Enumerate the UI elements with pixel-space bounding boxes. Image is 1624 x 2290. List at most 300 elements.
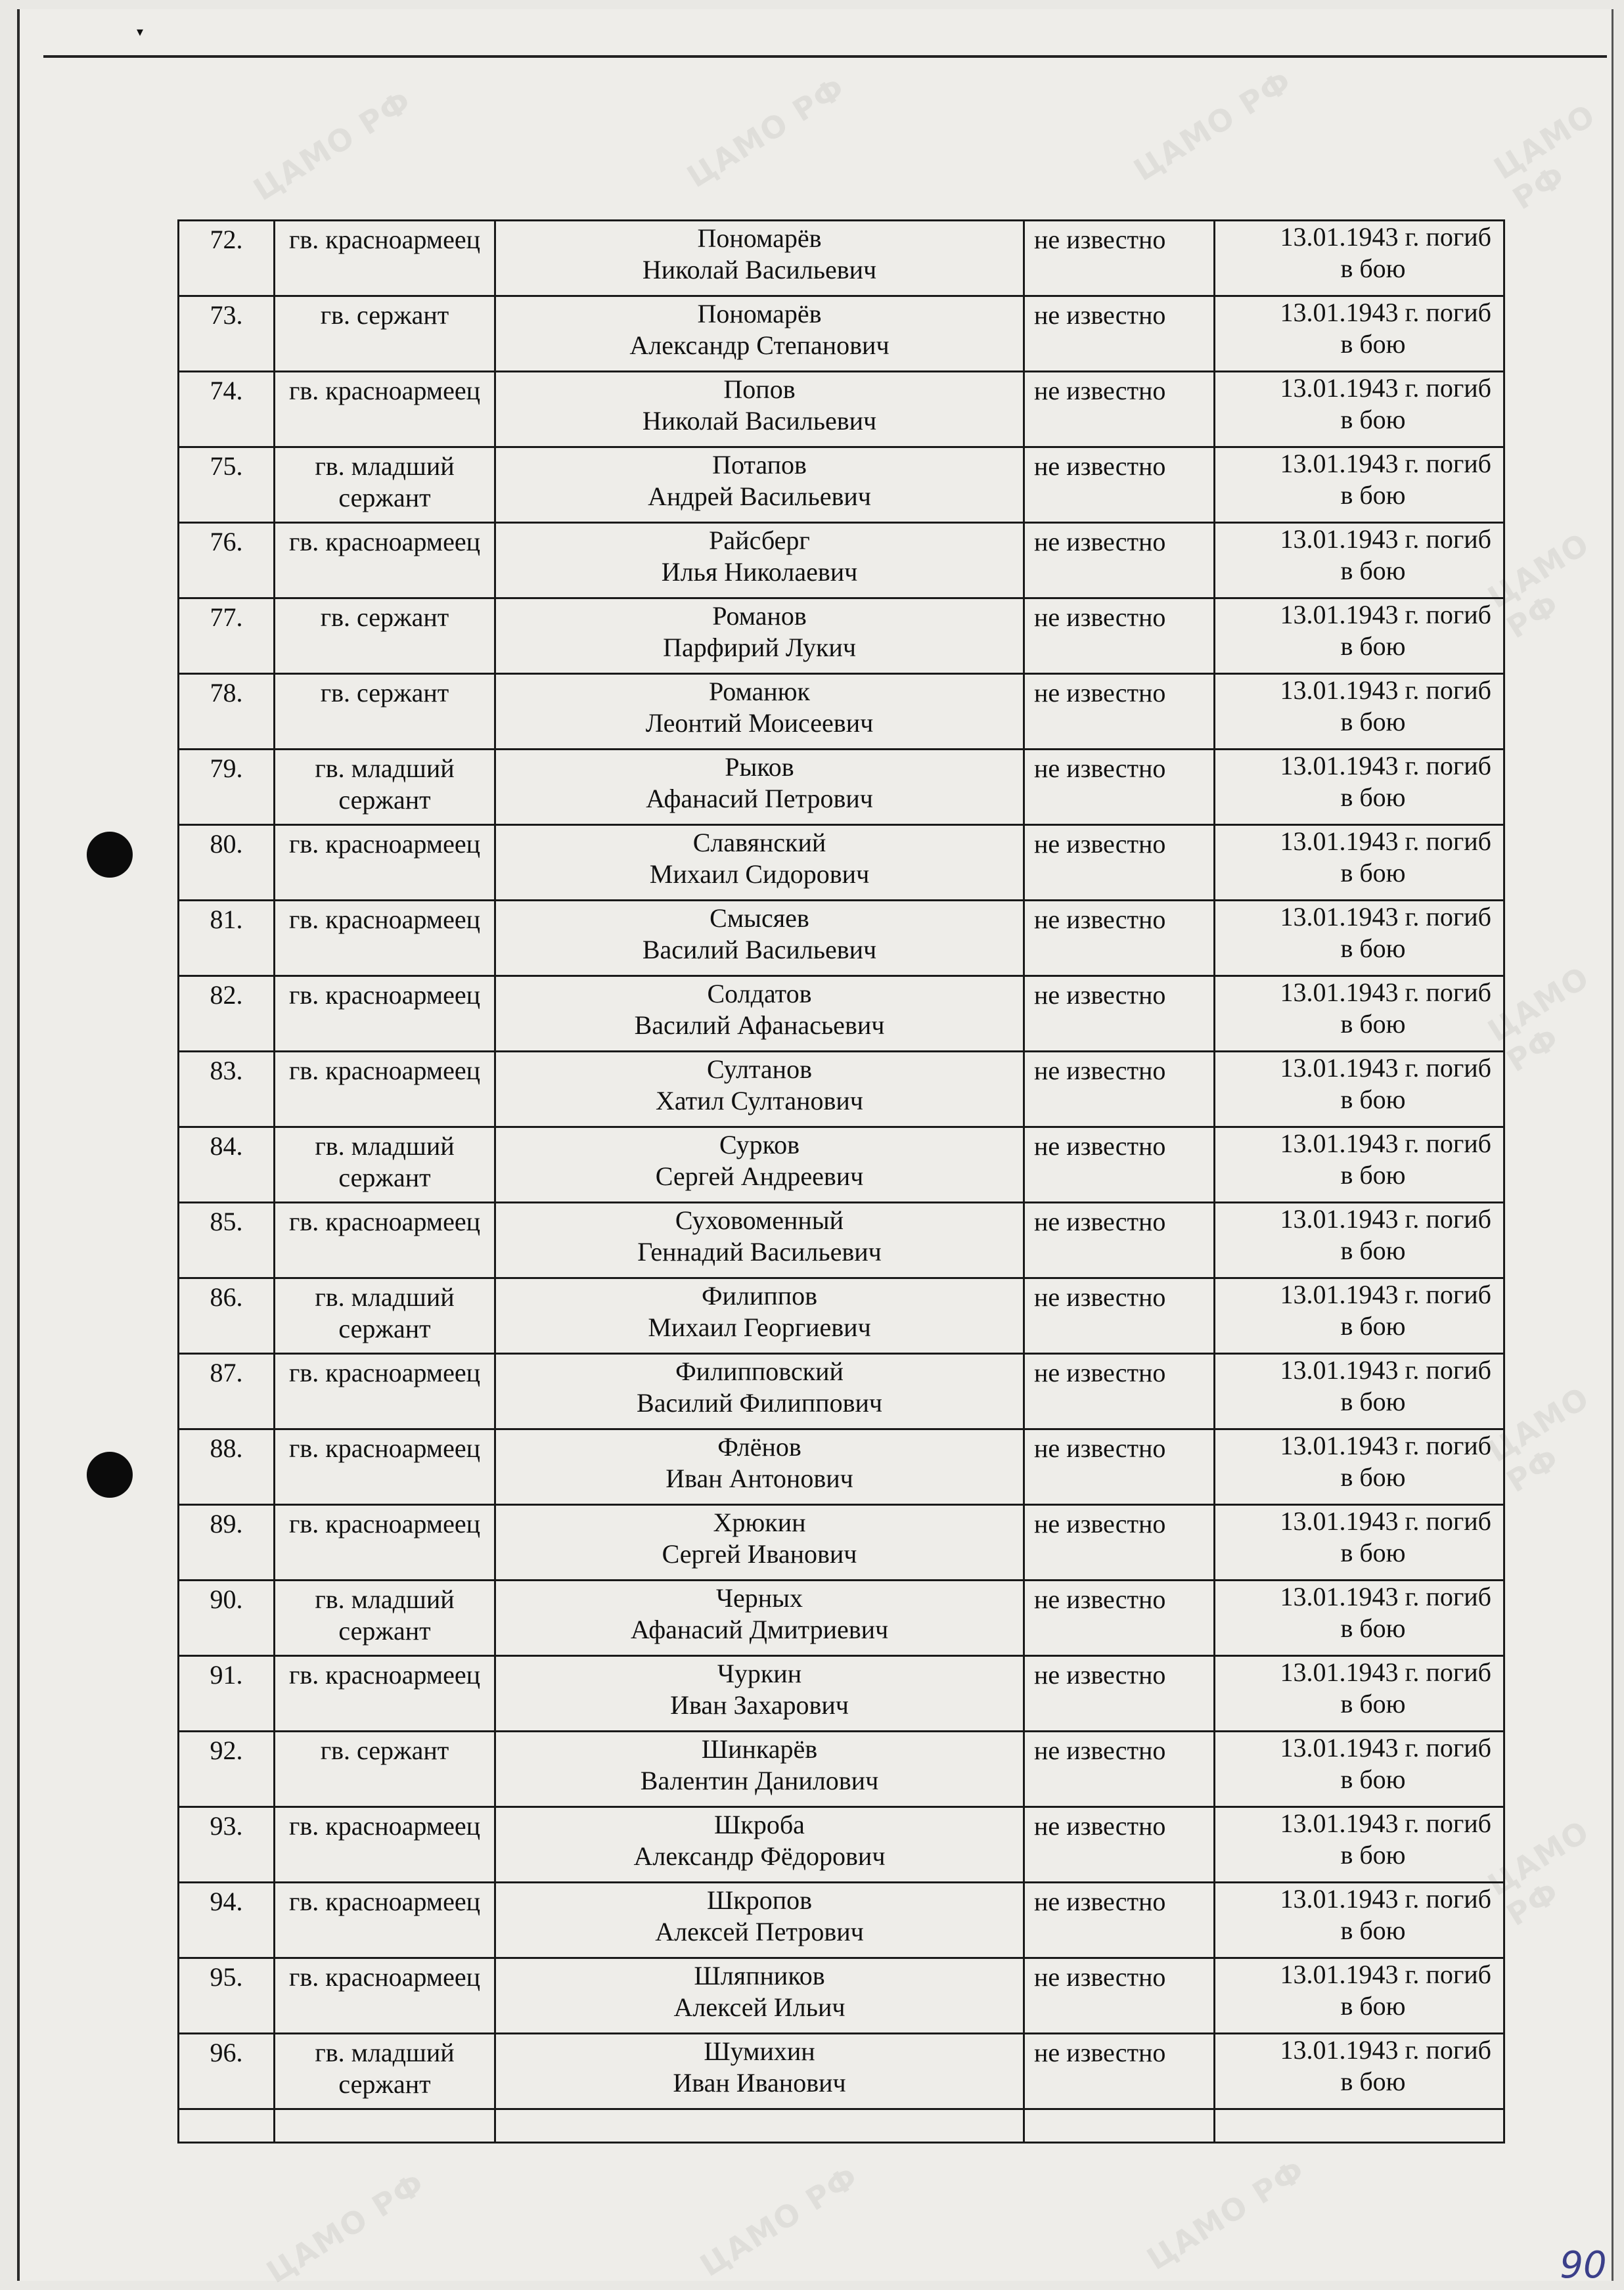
fate-text-text: в бою [1340,707,1406,736]
fate-text-text: в бою [1340,1462,1406,1492]
fate-cell [1215,1429,1504,1505]
fate-text-text: в бою [1340,1538,1406,1567]
given-text: Иван Иванович [673,2068,846,2098]
rank-cell [275,1203,495,1278]
birth-year-cell [1024,901,1215,976]
fate-text-text: в бою [1340,1009,1406,1039]
table-row [179,825,1504,901]
birth-year-cell [1024,447,1215,523]
fate-date-text: 13.01.1943 г. погиб [1280,1431,1491,1460]
fate-text-text: в бою [1340,1387,1406,1416]
rank-cell [275,372,495,447]
num-text: 74. [210,376,243,405]
given-text: Геннадий Васильевич [637,1237,882,1267]
row-number-cell [179,976,275,1052]
rank-cell [275,1958,495,2034]
birth-year-text: не известно [1034,225,1166,254]
surname-text: Романюк [708,677,810,706]
rank-cell [275,825,495,901]
birth-year-cell [1024,1354,1215,1429]
fate-cell [1215,1052,1504,1127]
fate-cell [1215,901,1504,976]
table-row [179,1883,1504,1958]
num-text: 73. [210,300,243,330]
given-text: Афанасий Петрович [646,784,873,813]
rank-cell [275,1278,495,1354]
watermark-stamp: ЦАМО РФ [1481,1812,1596,1933]
rank-text: гв. красноармеец [288,1433,480,1463]
name-cell [495,1278,1024,1354]
birth-year-cell [1024,598,1215,674]
rank-text: гв. младший сержант [315,753,455,815]
fate-cell [1215,976,1504,1052]
given-text: Сергей Иванович [662,1539,857,1569]
fate-cell [1215,447,1504,523]
surname-text: Чуркин [717,1659,802,1688]
rank-cell [275,2034,495,2109]
birth-year-cell [1024,1429,1215,1505]
row-number-cell [179,825,275,901]
birth-year-cell [1024,750,1215,825]
name-cell [495,598,1024,674]
birth-year-text: не известно [1034,2038,1166,2067]
fate-date-text: 13.01.1943 г. погиб [1280,675,1491,705]
rank-text: гв. красноармеец [288,1811,480,1841]
fate-date-text: 13.01.1943 г. погиб [1280,2035,1491,2065]
rank-text: гв. младший сержант [315,1131,455,1192]
row-number-cell [179,1127,275,1203]
surname-text: Райсберг [709,526,810,555]
row-number-cell [179,1732,275,1807]
rank-text: гв. красноармеец [288,980,480,1010]
birth-year-text: не известно [1034,527,1166,556]
num-text: 93. [210,1811,243,1841]
name-cell [495,976,1024,1052]
surname-text: Шинкарёв [701,1734,818,1764]
empty-table-row [179,2109,1504,2143]
num-text: 81. [210,905,243,934]
punch-hole-icon [87,1452,133,1498]
num-text: 79. [210,753,243,783]
empty-cell [275,2109,495,2143]
birth-year-text: не известно [1034,1131,1166,1161]
fate-date-text: 13.01.1943 г. погиб [1280,826,1491,856]
fate-date-text: 13.01.1943 г. погиб [1280,298,1491,327]
birth-year-cell [1024,976,1215,1052]
given-text: Леонтий Моисеевич [645,708,874,738]
scan-mark: ▾ [137,25,144,39]
table-row [179,750,1504,825]
fate-text-text: в бою [1340,1764,1406,1794]
given-text: Василий Афанасьевич [634,1010,885,1040]
given-text: Андрей Васильевич [648,482,871,511]
surname-text: Пономарёв [697,299,822,328]
name-cell [495,1958,1024,2034]
num-text: 72. [210,225,243,254]
fate-date-text: 13.01.1943 г. погиб [1280,1129,1491,1158]
row-number-cell [179,1883,275,1958]
watermark-stamp: ЦАМО РФ [260,2165,432,2290]
birth-year-text: не известно [1034,1584,1166,1614]
fate-text-text: в бою [1340,1311,1406,1341]
birth-year-text: не известно [1034,1433,1166,1463]
fate-date-text: 13.01.1943 г. погиб [1280,1733,1491,1762]
rank-cell [275,750,495,825]
fate-text-text: в бою [1340,782,1406,812]
page-number: 90 [1560,2244,1607,2287]
given-text: Сергей Андреевич [655,1161,864,1191]
empty-cell [1215,2109,1504,2143]
birth-year-text: не известно [1034,1736,1166,1765]
num-text: 83. [210,1056,243,1085]
roster-table [177,219,1505,2144]
birth-year-cell [1024,1732,1215,1807]
row-number-cell [179,1505,275,1581]
fate-date-text: 13.01.1943 г. погиб [1280,222,1491,252]
watermark-stamp: ЦАМО РФ [1140,2151,1312,2278]
name-cell [495,447,1024,523]
rank-text: гв. младший сержант [315,1584,455,1646]
fate-text-text: в бою [1340,858,1406,887]
table-row [179,372,1504,447]
fate-cell [1215,674,1504,750]
fate-text-text: в бою [1340,480,1406,510]
fate-date-text: 13.01.1943 г. погиб [1280,977,1491,1007]
given-text: Василий Филиппович [637,1388,882,1418]
surname-text: Сурков [719,1130,800,1159]
rank-text: гв. красноармеец [288,1887,480,1916]
fate-date-text: 13.01.1943 г. погиб [1280,1355,1491,1385]
birth-year-cell [1024,1505,1215,1581]
table-row [179,296,1504,372]
fate-text-text: в бою [1340,1840,1406,1870]
birth-year-cell [1024,674,1215,750]
given-text: Василий Васильевич [642,935,877,964]
surname-text: Солдатов [707,979,812,1008]
fate-text-text: в бою [1340,254,1406,283]
given-text: Николай Васильевич [642,255,877,284]
rank-cell [275,1505,495,1581]
fate-date-text: 13.01.1943 г. погиб [1280,1506,1491,1536]
rank-text: гв. красноармеец [288,225,480,254]
row-number-cell [179,2034,275,2109]
name-cell [495,1354,1024,1429]
given-text: Афанасий Дмитриевич [630,1615,889,1644]
watermark-stamp: ЦАМО РФ [1487,97,1602,217]
fate-date-text: 13.01.1943 г. погиб [1280,1808,1491,1838]
surname-text: Пономарёв [697,223,822,253]
row-number-cell [179,372,275,447]
row-number-cell [179,1429,275,1505]
num-text: 90. [210,1584,243,1614]
name-cell [495,296,1024,372]
surname-text: Шкроба [714,1810,805,1839]
name-cell [495,1732,1024,1807]
given-text: Николай Васильевич [642,406,877,436]
fate-date-text: 13.01.1943 г. погиб [1280,1280,1491,1309]
fate-text-text: в бою [1340,1613,1406,1643]
surname-text: Филиппов [701,1281,818,1311]
rank-cell [275,1052,495,1127]
rank-cell [275,447,495,523]
num-text: 82. [210,980,243,1010]
num-text: 92. [210,1736,243,1765]
fate-cell [1215,1958,1504,2034]
rank-text: гв. красноармеец [288,1207,480,1236]
birth-year-text: не известно [1034,1811,1166,1841]
fate-cell [1215,296,1504,372]
fate-cell [1215,598,1504,674]
fate-cell [1215,1807,1504,1883]
fate-cell [1215,1505,1504,1581]
row-number-cell [179,1203,275,1278]
fate-date-text: 13.01.1943 г. погиб [1280,751,1491,780]
surname-text: Хрюкин [713,1508,806,1537]
name-cell [495,2034,1024,2109]
table-row [179,1732,1504,1807]
birth-year-text: не известно [1034,753,1166,783]
rank-cell [275,1732,495,1807]
birth-year-text: не известно [1034,300,1166,330]
num-text: 88. [210,1433,243,1463]
birth-year-cell [1024,1278,1215,1354]
row-number-cell [179,598,275,674]
name-cell [495,825,1024,901]
rank-text: гв. младший сержант [315,1282,455,1343]
fate-cell [1215,1732,1504,1807]
fate-date-text: 13.01.1943 г. погиб [1280,902,1491,932]
fate-text-text: в бою [1340,1160,1406,1190]
surname-text: Романов [712,601,807,631]
surname-text: Славянский [692,828,826,857]
rank-cell [275,1581,495,1656]
table-row [179,1505,1504,1581]
rank-cell [275,1656,495,1732]
num-text: 91. [210,1660,243,1690]
birth-year-text: не известно [1034,602,1166,632]
rank-text: гв. младший сержант [315,451,455,512]
fate-cell [1215,1127,1504,1203]
table-row [179,1581,1504,1656]
fate-date-text: 13.01.1943 г. погиб [1280,1960,1491,1989]
name-cell [495,1883,1024,1958]
birth-year-text: не известно [1034,1056,1166,1085]
name-cell [495,1052,1024,1127]
birth-year-cell [1024,1958,1215,2034]
num-text: 86. [210,1282,243,1312]
row-number-cell [179,1581,275,1656]
surname-text: Смысяев [710,903,809,933]
num-text: 76. [210,527,243,556]
table-row [179,1656,1504,1732]
surname-text: Черных [715,1583,803,1613]
rank-text: гв. красноармеец [288,1962,480,1992]
fate-date-text: 13.01.1943 г. погиб [1280,1657,1491,1687]
watermark-stamp: ЦАМО РФ [1481,1379,1596,1500]
fate-date-text: 13.01.1943 г. погиб [1280,1053,1491,1083]
birth-year-text: не известно [1034,1358,1166,1387]
name-cell [495,523,1024,598]
roster-table-body [179,221,1504,2143]
fate-cell [1215,750,1504,825]
fate-date-text: 13.01.1943 г. погиб [1280,1582,1491,1611]
birth-year-text: не известно [1034,376,1166,405]
empty-cell [179,2109,275,2143]
row-number-cell [179,1807,275,1883]
surname-text: Рыков [725,752,794,782]
surname-text: Потапов [712,450,807,480]
given-text: Валентин Данилович [640,1766,879,1795]
birth-year-cell [1024,1807,1215,1883]
fate-date-text: 13.01.1943 г. погиб [1280,1884,1491,1914]
fate-cell [1215,1203,1504,1278]
row-number-cell [179,1656,275,1732]
num-text: 87. [210,1358,243,1387]
row-number-cell [179,1278,275,1354]
fate-text-text: в бою [1340,2067,1406,2096]
given-text: Александр Степанович [629,330,890,360]
watermark-stamp: ЦАМО РФ [1127,62,1299,189]
rank-text: гв. сержант [320,602,449,632]
num-text: 94. [210,1887,243,1916]
surname-text: Шумихин [704,2036,815,2066]
watermark-stamp: ЦАМО РФ [1481,958,1596,1079]
birth-year-cell [1024,372,1215,447]
fate-text-text: в бою [1340,405,1406,434]
watermark-stamp: ЦАМО РФ [247,82,418,208]
num-text: 75. [210,451,243,481]
fate-cell [1215,825,1504,901]
table-row [179,1127,1504,1203]
table-row [179,1429,1504,1505]
rank-text: гв. сержант [320,300,449,330]
table-row [179,221,1504,296]
birth-year-cell [1024,221,1215,296]
name-cell [495,1429,1024,1505]
birth-year-cell [1024,296,1215,372]
row-number-cell [179,901,275,976]
watermark-stamp: ЦАМО РФ [681,69,852,195]
surname-text: Султанов [707,1054,812,1084]
fate-date-text: 13.01.1943 г. погиб [1280,600,1491,629]
surname-text: Попов [723,374,796,404]
num-text: 80. [210,829,243,859]
fate-text-text: в бою [1340,329,1406,359]
fate-cell [1215,221,1504,296]
name-cell [495,750,1024,825]
rank-cell [275,1883,495,1958]
name-cell [495,1807,1024,1883]
given-text: Парфирий Лукич [663,633,856,662]
fate-cell [1215,1656,1504,1732]
given-text: Михаил Георгиевич [648,1313,871,1342]
birth-year-text: не известно [1034,1207,1166,1236]
row-number-cell [179,221,275,296]
birth-year-cell [1024,1581,1215,1656]
name-cell [495,372,1024,447]
rank-text: гв. красноармеец [288,905,480,934]
rank-cell [275,674,495,750]
num-text: 85. [210,1207,243,1236]
fate-date-text: 13.01.1943 г. погиб [1280,373,1491,403]
birth-year-text: не известно [1034,980,1166,1010]
rank-text: гв. красноармеец [288,1509,480,1538]
table-row [179,1807,1504,1883]
row-number-cell [179,1354,275,1429]
name-cell [495,221,1024,296]
table-row [179,674,1504,750]
given-text: Иван Антонович [665,1464,853,1493]
given-text: Алексей Петрович [655,1917,864,1946]
table-row [179,1203,1504,1278]
empty-cell [1024,2109,1215,2143]
rank-cell [275,1354,495,1429]
birth-year-text: не известно [1034,678,1166,707]
table-row [179,1354,1504,1429]
fate-cell [1215,1581,1504,1656]
fate-text-text: в бою [1340,1236,1406,1265]
rank-text: гв. красноармеец [288,1358,480,1387]
rank-cell [275,523,495,598]
rank-cell [275,901,495,976]
rank-cell [275,221,495,296]
given-text: Иван Захарович [670,1690,849,1720]
fate-text-text: в бою [1340,1991,1406,2021]
name-cell [495,674,1024,750]
rank-cell [275,976,495,1052]
fate-text-text: в бою [1340,556,1406,585]
table-row [179,1278,1504,1354]
rank-text: гв. младший сержант [315,2038,455,2099]
row-number-cell [179,750,275,825]
given-text: Михаил Сидорович [649,859,870,889]
table-row [179,1958,1504,2034]
watermark-stamp: ЦАМО РФ [1481,525,1596,646]
surname-text: Флёнов [717,1432,801,1462]
rank-cell [275,1807,495,1883]
birth-year-cell [1024,523,1215,598]
row-number-cell [179,447,275,523]
surname-text: Суховоменный [675,1205,844,1235]
fate-text-text: в бою [1340,631,1406,661]
fate-cell [1215,372,1504,447]
fate-text-text: в бою [1340,1085,1406,1114]
num-text: 78. [210,678,243,707]
name-cell [495,1581,1024,1656]
row-number-cell [179,1052,275,1127]
watermark-stamp: ЦАМО РФ [694,2158,865,2284]
birth-year-text: не известно [1034,829,1166,859]
num-text: 95. [210,1962,243,1992]
birth-year-cell [1024,1656,1215,1732]
fate-date-text: 13.01.1943 г. погиб [1280,1204,1491,1234]
punch-hole-icon [87,832,133,878]
birth-year-cell [1024,1052,1215,1127]
empty-cell [495,2109,1024,2143]
birth-year-cell [1024,2034,1215,2109]
birth-year-text: не известно [1034,1282,1166,1312]
rank-text: гв. красноармеец [288,1660,480,1690]
rank-text: гв. сержант [320,1736,449,1765]
birth-year-text: не известно [1034,1962,1166,1992]
rank-text: гв. сержант [320,678,449,707]
rank-cell [275,1429,495,1505]
name-cell [495,1656,1024,1732]
rank-cell [275,296,495,372]
fate-cell [1215,523,1504,598]
name-cell [495,901,1024,976]
row-number-cell [179,1958,275,2034]
